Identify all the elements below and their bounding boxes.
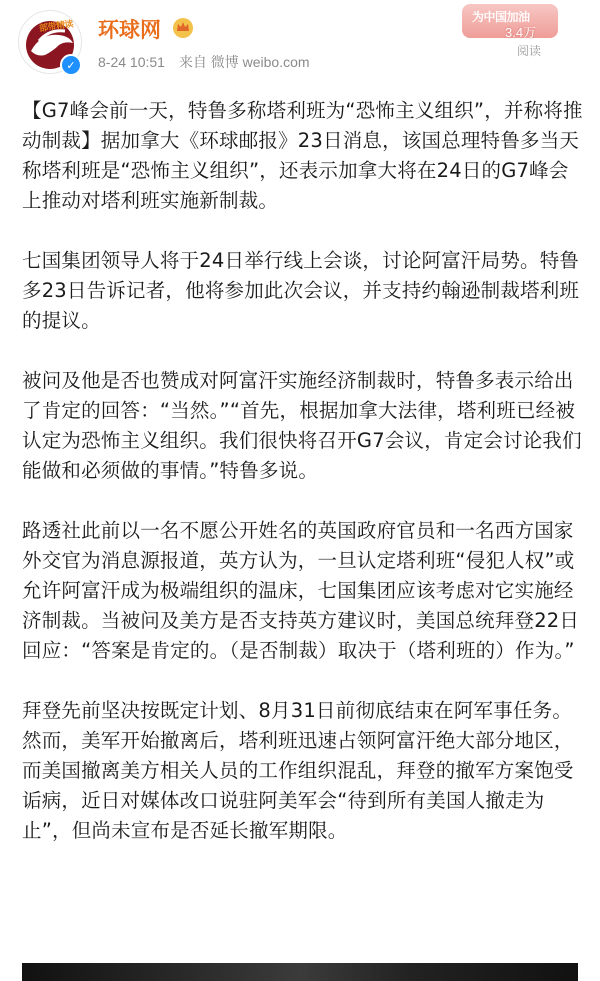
post-date: 8-24 10:51 [98, 54, 165, 70]
post-image[interactable] [22, 963, 578, 981]
post-body [22, 96, 588, 876]
paragraph: 【G7峰会前一天，特鲁多称塔利班为“恐怖主义组织”，并称将推动制裁】据加拿大《环球邮报》23日消息，该国总理特鲁多当天称塔利班是“恐怖主义组织”，还表示加拿大将在24日的G7峰会上推动对塔利班实施新制裁。 [22, 99, 583, 212]
verified-check-icon: ✓ [60, 54, 82, 76]
post-source[interactable]: 来自 微博 weibo.com [178, 54, 310, 70]
view-label: 阅读 [517, 44, 542, 58]
paragraph: 路透社此前以一名不愿公开姓名的英国政府官员和一名西方国家外交官为消息源报道，英方认为，一旦认定塔利班“侵犯人权”或允许阿富汗成为极端组织的温床，七国集团应该考虑对它实施经济制裁。当被问及美方是否支持英方建议时，美国总统拜登22日回应：“答案是肯定的。（是否制裁）取决于（塔利班的）作为。” [22, 519, 580, 662]
paragraph: 拜登先前坚决按既定计划、8月31日前彻底结束在阿军事任务。然而，美军开始撤离后，塔利班迅速占领阿富汗绝大部分地区，而美国撤离美方相关人员的工作组织混乱，拜登的撤军方案饱受诟病，近日对媒体改口说驻阿美军会“待到所有美国人撤走为止”，但尚未宣布是否延长撤军期限。 [22, 699, 574, 842]
paragraph: 七国集团领导人将于24日举行线上会谈，讨论阿富汗局势。特鲁多23日告诉记者，他将参加此次会议，并支持约翰逊制裁塔利班的提议。 [22, 249, 580, 332]
promo-label: 为中国加油 [472, 10, 530, 24]
crown-icon [172, 16, 194, 38]
avatar-badge-text: 部带精读 [38, 18, 74, 34]
post-header [0, 0, 600, 90]
view-count: 3.4万 [505, 25, 537, 40]
author-name[interactable]: 环球网 [98, 18, 161, 42]
post-meta [98, 52, 320, 72]
paragraph: 被问及他是否也赞成对阿富汗实施经济制裁时，特鲁多表示给出了肯定的回答：“当然。”“首先，根据加拿大法律，塔利班已经被认定为恐怖主义组织。我们很快将召开G7会议，肯定会讨论我们能做和必须做的事情。”特鲁多说。 [22, 369, 582, 482]
